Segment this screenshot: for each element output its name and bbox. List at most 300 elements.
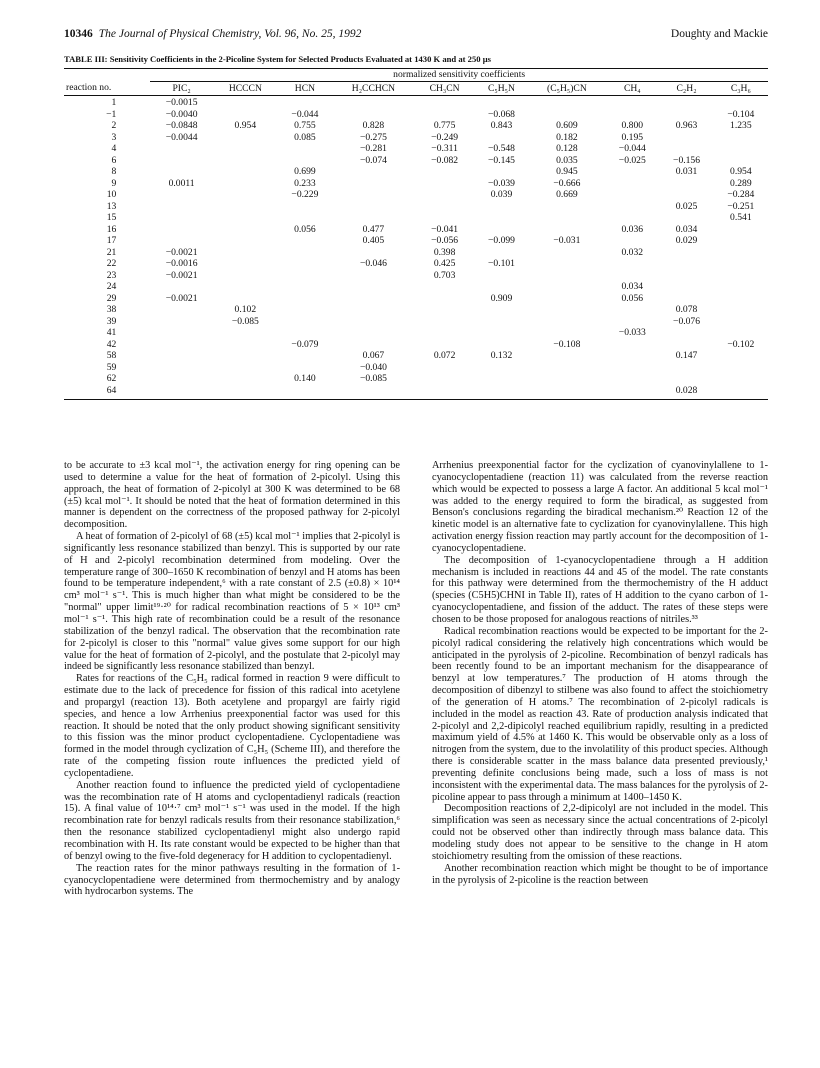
paragraph: Decomposition reactions of 2,2-dipicolyl are not included in the model. This simplification was seen as necessary since the actual concentrations of 2-picolyl could not be observed other than indirectly through mass balance data. This modeling study does not appear to be sensitive to the change in H atom stoichiometry resulting from the omission of these reactions. — [432, 803, 768, 862]
table-cell — [605, 201, 659, 213]
reaction-number: 58 — [106, 350, 117, 361]
table-cell: 0.102 — [234, 304, 257, 315]
table-cell — [213, 247, 278, 259]
table-caption-label: TABLE III: — [64, 54, 108, 64]
reaction-number: 41 — [106, 327, 117, 338]
table-cell — [278, 247, 332, 259]
table-cell: −0.056 — [431, 235, 459, 246]
table-cell — [332, 166, 415, 178]
table-cell — [213, 224, 278, 236]
table-caption — [64, 54, 768, 64]
table-cell: 0.028 — [675, 384, 698, 396]
table-cell: −0.074 — [359, 154, 387, 166]
table-cell: −0.666 — [553, 177, 581, 189]
table-cell — [714, 132, 768, 144]
table-cell: 0.029 — [675, 235, 698, 246]
table-cell: −0.145 — [487, 154, 515, 166]
table-cell — [714, 235, 768, 247]
table-row — [64, 212, 768, 224]
paragraph: The reaction rates for the minor pathways resulting in the formation of 1-cyanocyclopentadiene were determined from thermochemistry and by analogy with hydrocarbon systems. The — [64, 862, 400, 898]
table-cell: −0.102 — [727, 338, 755, 350]
table-cell — [415, 189, 475, 201]
reaction-number: 59 — [106, 361, 117, 373]
table-cell — [529, 201, 606, 213]
table-cell — [332, 96, 415, 109]
table-cell — [213, 258, 278, 270]
table-cell — [213, 281, 278, 293]
table-cell: 0.195 — [621, 131, 644, 143]
reaction-number: −1 — [106, 108, 117, 120]
table-cell — [714, 96, 768, 109]
table-cell: 1.235 — [730, 120, 752, 131]
table-cell: −0.104 — [727, 108, 755, 120]
table-cell — [659, 327, 713, 339]
paragraph: Another reaction found to influence the predicted yield of cyclopentadiene was the recombination rate of H atoms and cyclopentadienyl radicals (reaction 15). A final value of 10¹⁴·⁷ cm³ mol⁻¹ s⁻¹ was used in the model. If the high recombination rate for benzyl radicals results from their resonance stabilization,⁶ then the resonance stabilized cyclopentadienyl might also undergo rapid recombination with H. Its rate constant would be expected to be higher than that of benzyl owing to the five-fold degeneracy for H addition to cyclopentadienyl. — [64, 779, 400, 862]
table-cell — [529, 224, 606, 236]
page-number: 10346 — [64, 28, 93, 40]
table-cell — [605, 166, 659, 178]
table-cell — [150, 189, 213, 201]
table-cell — [605, 96, 659, 109]
table-cell — [659, 212, 713, 224]
table-cell: −0.281 — [359, 143, 387, 154]
table-cell — [150, 235, 213, 247]
table-cell — [474, 281, 528, 293]
table-cell — [150, 281, 213, 293]
table-cell: −0.025 — [618, 154, 646, 166]
journal-page — [64, 28, 768, 898]
column-header: HCN — [278, 81, 332, 96]
table-cell: −0.0044 — [165, 131, 198, 143]
table-cell — [605, 339, 659, 351]
table-row — [64, 385, 768, 400]
table-cell: −0.0016 — [165, 258, 198, 269]
group-header: normalized sensitivity coefficients — [150, 69, 768, 82]
table-cell: 0.405 — [362, 235, 385, 246]
table-cell — [415, 212, 475, 224]
table-cell — [474, 132, 528, 144]
table-cell — [714, 224, 768, 236]
table-cell — [474, 304, 528, 316]
paragraph: Radical recombination reactions would be expected to be important for the 2-picolyl radical considering the relatively high concentrations which would be anticipated in the pyrolysis of 2-picoline. Recombination of benzyl radicals has been recently found to be an important mechanism for the disappearance of benzyl at low temperatures.⁷ The production of H atoms through the decomposition of dibenzyl to stilbene was also found to affect the stoichiometry of the generation of H atoms.⁷ The recombination of 2-picolyl radicals is included in the model as reaction 43. Rate of production analysis indicated that 2-picolyl and 2,2-dipicolyl reached equilibrium rapidly, resulting in a predicted maximum yield of 4.5% at 1460 K. This would be observable only as a loss of nitrogen from the system, due to the involatility of this product species. Although there is considerable scatter in the mass balance data presented previously,¹ preventing definite conclusions being made, such a loss of mass is not inconsistent with the experimental data. The mass balances for the pyrolysis of 2-picoline appear to pass through a minimum at 1400–1450 K. — [432, 625, 768, 803]
reaction-number: 16 — [106, 223, 117, 235]
table-cell — [474, 166, 528, 178]
reaction-number: 4 — [111, 143, 117, 154]
table-cell: 0.056 — [621, 292, 644, 304]
table-row — [64, 235, 768, 247]
table-cell: 0.828 — [362, 120, 385, 131]
reaction-number: 6 — [111, 154, 117, 166]
table-cell — [714, 247, 768, 259]
table-row — [64, 96, 768, 109]
paragraph: Rates for reactions of the C₅H₅ radical formed in reaction 9 were difficult to estimate due to the lack of precedence for fission of this radical into acetylene and propargyl (reaction 13). Both acetylene and propargyl are fairly rigid species, and hence a low Arrhenius preexponential factor was used for this reaction. It should be noted that the only product showing significant sensitivity to this fission was the minor product cyclopentadiene. Cyclopentadiene was formed in the model through cyclization of C₅H₅ (Scheme III), and therefore the rate of the competing fission route influences the predicted yield of cyclopentadiene. — [64, 673, 400, 779]
reaction-number: 23 — [106, 269, 117, 281]
table-cell: 0.425 — [433, 258, 456, 269]
table-cell: −0.311 — [431, 143, 458, 154]
table-cell — [213, 373, 278, 385]
right-column — [432, 460, 768, 886]
table-cell — [415, 178, 475, 190]
table-cell — [415, 373, 475, 385]
table-cell: −0.284 — [727, 189, 755, 200]
table-cell — [213, 155, 278, 167]
column-header: CH₃CN — [415, 81, 475, 96]
table-cell: 0.669 — [556, 189, 578, 200]
table-cell: −0.251 — [727, 200, 755, 212]
table-cell — [659, 373, 713, 385]
table-cell: 0.031 — [675, 166, 698, 177]
table-cell — [529, 316, 606, 328]
table-cell — [659, 143, 713, 155]
table-cell — [474, 316, 528, 328]
table-row — [64, 327, 768, 339]
table-cell: 0.034 — [675, 223, 698, 235]
table-cell: 0.233 — [294, 177, 316, 189]
column-header: (C₅H₅)CN — [529, 81, 606, 96]
table-cell: −0.044 — [618, 143, 646, 154]
table-cell — [213, 166, 278, 178]
table-cell — [213, 201, 278, 213]
table-cell — [714, 327, 768, 339]
table-cell: 0.072 — [433, 350, 456, 361]
table-cell: 0.609 — [556, 120, 578, 131]
table-cell — [605, 189, 659, 201]
reaction-number: 24 — [106, 281, 117, 292]
table-cell: −0.108 — [553, 338, 581, 350]
table-cell — [659, 293, 713, 305]
column-header-row — [64, 81, 768, 96]
table-cell — [529, 293, 606, 305]
table-cell — [714, 155, 768, 167]
table-cell: −0.0848 — [165, 120, 198, 131]
table-cell — [474, 327, 528, 339]
table-cell — [605, 235, 659, 247]
table-cell — [659, 247, 713, 259]
table-cell — [659, 281, 713, 293]
table-cell: 0.477 — [362, 223, 385, 235]
table-row — [64, 258, 768, 270]
table-cell — [659, 178, 713, 190]
table-cell: −0.548 — [487, 143, 515, 154]
table-cell: −0.085 — [231, 315, 259, 327]
table-cell: 0.703 — [433, 269, 456, 281]
paragraph: to be accurate to ±3 kcal mol⁻¹, the activation energy for ring opening can be used to determine a value for the heat of formation of 2-picolyl. Using this approach, the heat of formation of 2-picolyl at 300 K was determined to be 68 (±5) kcal mol⁻¹. It should be noted that the heat of formation determined in this manner is dependent on the correctness of the proposed pathway for 2-picolyl decomposition. — [64, 460, 400, 531]
table-cell — [714, 350, 768, 362]
table-cell — [150, 143, 213, 155]
header-left — [64, 28, 361, 40]
table-cell — [714, 362, 768, 374]
reaction-number: 2 — [111, 120, 117, 131]
reaction-number: 10 — [106, 189, 117, 200]
table-row — [64, 293, 768, 305]
table-cell: 0.289 — [730, 177, 752, 189]
table-cell: 0.147 — [675, 350, 698, 361]
table-cell — [605, 178, 659, 190]
table-cell — [529, 373, 606, 385]
table-cell — [659, 258, 713, 270]
table-cell — [415, 166, 475, 178]
table-cell — [474, 270, 528, 282]
table-cell — [605, 362, 659, 374]
table-cell — [529, 258, 606, 270]
table-cell: 0.954 — [730, 166, 752, 177]
reaction-number: 62 — [106, 373, 117, 384]
table-cell: −0.040 — [359, 361, 387, 373]
table-cell — [213, 327, 278, 339]
table-cell: 0.128 — [556, 143, 578, 154]
table-cell — [415, 201, 475, 213]
table-cell — [150, 362, 213, 374]
table-cell: −0.0040 — [165, 108, 198, 120]
table-cell — [659, 96, 713, 109]
table-row — [64, 201, 768, 213]
table-cell — [605, 385, 659, 400]
table-cell — [213, 270, 278, 282]
table-cell — [150, 155, 213, 167]
table-cell — [415, 109, 475, 121]
table-cell — [714, 316, 768, 328]
table-cell: −0.0021 — [165, 292, 198, 304]
table-row — [64, 316, 768, 328]
table-cell — [332, 212, 415, 224]
table-cell — [278, 96, 332, 109]
table-cell: 0.541 — [730, 212, 752, 223]
table-cell: −0.156 — [673, 154, 701, 166]
table-row — [64, 155, 768, 167]
table-cell: −0.0015 — [165, 97, 198, 108]
table-cell: −0.0021 — [165, 269, 198, 281]
table-body — [64, 96, 768, 400]
column-header: C₃H₆ — [714, 81, 768, 96]
table-cell: −0.039 — [487, 177, 515, 189]
table-cell — [605, 373, 659, 385]
table-cell — [332, 316, 415, 328]
table-cell — [278, 385, 332, 400]
table-cell — [278, 212, 332, 224]
table-cell — [474, 362, 528, 374]
sensitivity-table — [64, 68, 768, 400]
table-cell — [278, 327, 332, 339]
table-cell: −0.076 — [673, 315, 701, 327]
table-cell — [714, 385, 768, 400]
table-row — [64, 373, 768, 385]
table-cell — [474, 339, 528, 351]
table-cell — [605, 109, 659, 121]
table-cell — [659, 339, 713, 351]
table-cell — [150, 373, 213, 385]
reaction-number: 1 — [111, 97, 117, 108]
table-cell: 0.140 — [294, 373, 316, 384]
table-cell — [605, 316, 659, 328]
table-cell — [714, 281, 768, 293]
table-cell: 0.025 — [675, 200, 698, 212]
table-cell: 0.132 — [490, 350, 513, 361]
table-cell — [529, 96, 606, 109]
table-cell — [529, 362, 606, 374]
reaction-number: 39 — [106, 315, 117, 327]
table-cell — [529, 350, 606, 362]
table-cell — [474, 96, 528, 109]
reaction-number: 15 — [106, 212, 117, 223]
table-cell — [659, 270, 713, 282]
table-row — [64, 120, 768, 132]
table-cell — [529, 327, 606, 339]
table-cell — [332, 201, 415, 213]
table-cell — [332, 178, 415, 190]
table-cell: 0.963 — [675, 120, 698, 131]
table-cell — [605, 304, 659, 316]
table-cell — [714, 304, 768, 316]
table-cell — [714, 270, 768, 282]
table-cell — [415, 293, 475, 305]
table-cell — [332, 339, 415, 351]
table-row — [64, 350, 768, 362]
table-cell — [150, 212, 213, 224]
table-cell — [213, 143, 278, 155]
reaction-number: 17 — [106, 235, 117, 246]
table-cell — [714, 293, 768, 305]
table-row — [64, 281, 768, 293]
table-cell — [332, 385, 415, 400]
table-cell — [415, 281, 475, 293]
table-cell: −0.068 — [487, 108, 515, 120]
table-cell — [474, 385, 528, 400]
table-caption-text: Sensitivity Coefficients in the 2-Picoline System for Selected Products Evaluated at 1430 K and at 250 μs — [109, 54, 491, 64]
reaction-number: 64 — [106, 384, 117, 396]
table-cell — [278, 235, 332, 247]
table-cell — [278, 362, 332, 374]
table-cell — [415, 316, 475, 328]
table-row — [64, 132, 768, 144]
table-cell — [278, 350, 332, 362]
paragraph: Arrhenius preexponential factor for the cyclization of cyanovinylallene to 1-cyanocyclopentadiene (reaction 11) was calculated from the reverse reaction which would be expected to possess a large A factor. An additional 5 kcal mol⁻¹ was added to the energy required to form the biradical, as suggested from Benson's conclusions regarding the biradical mechanism.²⁰ Reaction 12 of the kinetic model is an alternative fate to cyclization for cyanovinylallene. This high activation energy fission reaction may partly account for the decomposition of 1-cyanocyclopentadiene. — [432, 460, 768, 554]
table-cell — [213, 212, 278, 224]
table-cell — [332, 281, 415, 293]
table-row — [64, 166, 768, 178]
table-cell — [278, 270, 332, 282]
reaction-number: 3 — [111, 131, 117, 143]
reaction-number: 29 — [106, 292, 117, 304]
table-cell: −0.275 — [359, 131, 387, 143]
table-cell — [529, 247, 606, 259]
table-cell: 0.039 — [490, 189, 513, 200]
table-cell: −0.101 — [487, 258, 515, 269]
table-cell — [714, 258, 768, 270]
left-column — [64, 460, 400, 898]
table-cell — [659, 362, 713, 374]
table-row — [64, 339, 768, 351]
table-cell — [659, 189, 713, 201]
table-cell: −0.041 — [431, 223, 459, 235]
table-cell: 0.954 — [234, 120, 257, 131]
table-cell: −0.229 — [291, 189, 319, 200]
table-cell: 0.843 — [490, 120, 513, 131]
table-cell — [150, 316, 213, 328]
reaction-number: 22 — [106, 258, 117, 269]
table-cell — [659, 132, 713, 144]
table-cell: 0.056 — [294, 223, 316, 235]
table-cell: 0.945 — [556, 166, 578, 177]
table-cell: 0.085 — [294, 131, 316, 143]
table-cell — [474, 201, 528, 213]
column-header: C₂H₂ — [659, 81, 713, 96]
column-header: H₂CCHCN — [332, 81, 415, 96]
table-cell: 0.035 — [556, 154, 578, 166]
table-cell — [332, 109, 415, 121]
reaction-number: 38 — [106, 304, 117, 315]
table-row — [64, 109, 768, 121]
row-header: reaction no. — [64, 81, 150, 96]
table-cell — [150, 350, 213, 362]
table-cell — [605, 270, 659, 282]
table-cell — [278, 155, 332, 167]
table-cell — [605, 212, 659, 224]
table-cell — [529, 109, 606, 121]
table-cell — [415, 304, 475, 316]
table-cell — [529, 270, 606, 282]
table-cell — [332, 304, 415, 316]
table-cell — [415, 96, 475, 109]
table-cell: −0.031 — [553, 235, 581, 246]
table-cell — [278, 304, 332, 316]
column-header: CH₄ — [605, 81, 659, 96]
table-cell: 0.800 — [621, 120, 644, 131]
table-cell — [529, 304, 606, 316]
table-cell — [150, 327, 213, 339]
table-cell — [529, 281, 606, 293]
table-cell — [278, 281, 332, 293]
table-cell: 0.078 — [675, 304, 698, 315]
table-cell: 0.775 — [433, 120, 456, 131]
table-cell: −0.079 — [291, 338, 319, 350]
table-cell — [278, 143, 332, 155]
table-cell — [474, 373, 528, 385]
table-cell: 0.067 — [362, 350, 385, 361]
table-cell — [150, 224, 213, 236]
column-header: C₅H₅N — [474, 81, 528, 96]
table-cell — [415, 327, 475, 339]
table-cell — [150, 304, 213, 316]
table-cell — [415, 385, 475, 400]
table-cell — [474, 224, 528, 236]
table-cell: −0.085 — [359, 373, 387, 384]
column-header: PIC₂ — [150, 81, 213, 96]
table-row — [64, 362, 768, 374]
reaction-number: 42 — [106, 338, 117, 350]
table-cell — [150, 166, 213, 178]
table-cell — [150, 339, 213, 351]
table-cell: 0.0011 — [168, 177, 195, 189]
table-row — [64, 143, 768, 155]
table-cell — [150, 385, 213, 400]
table-cell — [213, 178, 278, 190]
table-cell — [213, 189, 278, 201]
table-cell — [213, 96, 278, 109]
table-cell: −0.082 — [431, 154, 459, 166]
table-row — [64, 178, 768, 190]
table-row — [64, 270, 768, 282]
table-row — [64, 224, 768, 236]
reaction-number: 8 — [111, 166, 117, 177]
table-cell: 0.036 — [621, 223, 644, 235]
table-cell — [332, 270, 415, 282]
table-cell — [213, 235, 278, 247]
table-cell — [474, 212, 528, 224]
table-cell: −0.0021 — [165, 246, 198, 258]
paragraph: The decomposition of 1-cyanocyclopentadiene through a H addition mechanism is included in reactions 44 and 45 of the model. The rate constants for this pathway were determined from the thermochemistry of the H adduct (species (C5H5)CHNI in Table II), rates of H addition to the cyano carbon of 1-cyanocyclopentadiene, and fission of the adduct. The rates of these steps were chosen to be those proposed for analogous reactions of nitriles.³³ — [432, 554, 768, 625]
paragraph: A heat of formation of 2-picolyl of 68 (±5) kcal mol⁻¹ implies that 2-picolyl is significantly less resonance stabilized than benzyl. This is supported by our rate of H and 2-picolyl recombination determined from modeling. Over the temperature range of 300–1650 K recombination of benzyl and H atoms has been found to be temperature independent,⁶ with a rate constant of 2.5 (±0.8) × 10¹⁴ cm³ mol⁻¹ s⁻¹. This is much higher than what might be considered to be the "normal" upper limit¹⁹·²⁰ for radical recombination reactions of 5 × 10¹³ cm³ mol⁻¹ s⁻¹. This high rate of recombination could be a result of the resonance stabilization of the benzyl radical. The observation that the recombination rate for 2-picolyl is closer to this "normal" value gives some support for our high value for the heat of formation of 2-picolyl, and the postulate that 2-picolyl may indeed be significantly less resonance stabilized than benzyl. — [64, 531, 400, 673]
table-cell — [529, 385, 606, 400]
